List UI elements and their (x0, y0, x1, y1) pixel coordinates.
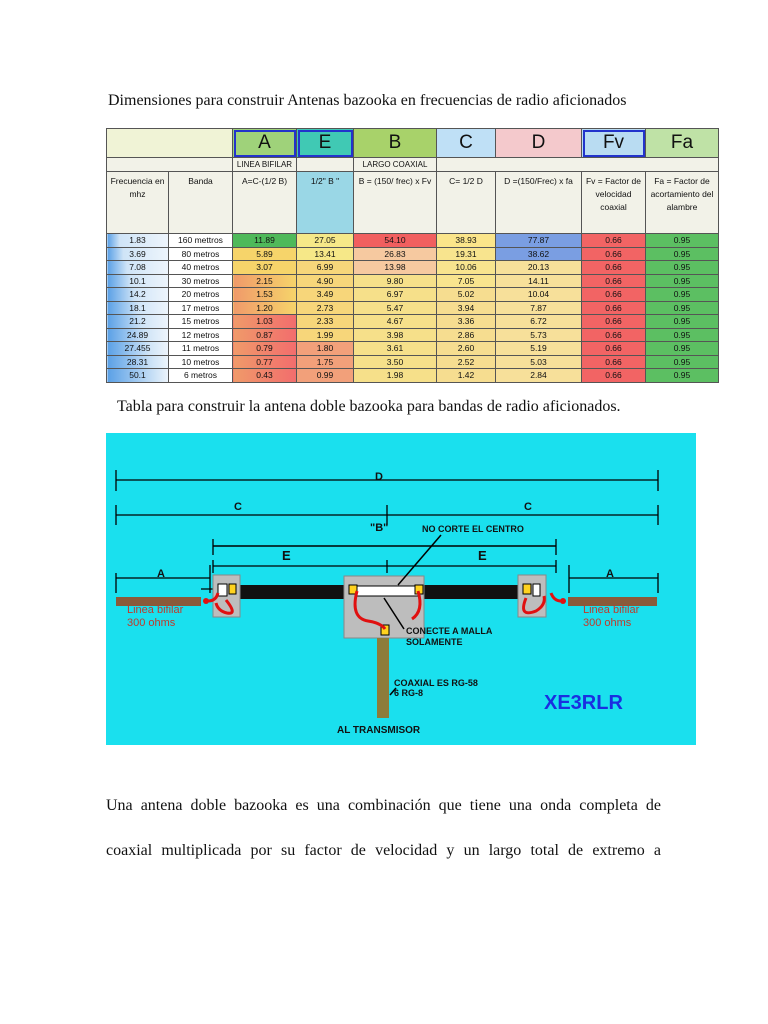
table-letter-blank (107, 129, 233, 158)
table-cell: 38.62 (496, 247, 582, 261)
dim-label-c-right: C (524, 501, 532, 513)
table-cell: 6.72 (496, 315, 582, 329)
table-cell: 3.07 (233, 261, 297, 275)
table-cell: 0.66 (582, 328, 646, 342)
table-header-cell: Banda (169, 172, 233, 234)
note-coaxial: COAXIAL ES RG-58 6 RG-8 (394, 678, 478, 698)
table-cell: 0.66 (582, 247, 646, 261)
table-header-cell: D =(150/Frec) x fa (496, 172, 582, 234)
table-cell: 0.66 (582, 342, 646, 356)
table-cell: 3.50 (354, 355, 437, 369)
table-row (107, 355, 719, 369)
table-cell: 15 metros (169, 315, 233, 329)
table-cell: 19.31 (437, 247, 496, 261)
dim-label-e-right: E (478, 548, 487, 563)
table-cell: 0.95 (646, 355, 719, 369)
callsign-label: XE3RLR (544, 692, 623, 714)
table-cell: 5.03 (496, 355, 582, 369)
table-group-row (107, 158, 719, 172)
table-cell: 2.52 (437, 355, 496, 369)
table-cell: 0.77 (233, 355, 297, 369)
label-linea-bifilar-right: Linea bifilar 300 ohms (583, 604, 640, 629)
table-row (107, 301, 719, 315)
table-cell: 10.04 (496, 288, 582, 302)
dim-label-d: D (375, 471, 383, 483)
label-linea-bifilar-left: Linea bifilar 300 ohms (127, 604, 184, 629)
table-cell: 1.99 (297, 328, 354, 342)
table-header-cell: 1/2" B " (297, 172, 354, 234)
table-letter-e: E (297, 129, 354, 158)
table-cell: 2.15 (233, 274, 297, 288)
table-cell: 4.67 (354, 315, 437, 329)
table-cell: 6.99 (297, 261, 354, 275)
table-cell: 0.66 (582, 315, 646, 329)
table-row (107, 342, 719, 356)
table-group-largo-coaxial: LARGO COAXIAL (354, 158, 437, 172)
table-cell: 21.2 (107, 315, 169, 329)
table-cell: 24.89 (107, 328, 169, 342)
table-cell: 7.05 (437, 274, 496, 288)
table-caption: Tabla para construir la antena doble bazooka para bandas de radio aficionados. (117, 398, 621, 415)
table-cell: 3.98 (354, 328, 437, 342)
table-cell: 50.1 (107, 369, 169, 383)
table-cell: 27.05 (297, 234, 354, 248)
table-cell: 0.79 (233, 342, 297, 356)
table-cell: 17 metros (169, 301, 233, 315)
table-cell: 28.31 (107, 355, 169, 369)
table-group-linea-bifilar: LINEA BIFILAR (233, 158, 297, 172)
table-cell: 1.42 (437, 369, 496, 383)
table-cell: 5.47 (354, 301, 437, 315)
table-cell: 6 metros (169, 369, 233, 383)
table-cell: 5.73 (496, 328, 582, 342)
table-cell: 2.73 (297, 301, 354, 315)
table-cell: 40 metros (169, 261, 233, 275)
table-cell: 4.90 (297, 274, 354, 288)
table-cell: 14.11 (496, 274, 582, 288)
table-cell: 1.80 (297, 342, 354, 356)
table-group-blank (297, 158, 354, 172)
table-cell: 0.95 (646, 369, 719, 383)
table-cell: 5.89 (233, 247, 297, 261)
table-cell: 1.75 (297, 355, 354, 369)
table-row (107, 247, 719, 261)
table-row (107, 288, 719, 302)
table-row (107, 328, 719, 342)
table-cell: 14.2 (107, 288, 169, 302)
table-row (107, 234, 719, 248)
table-row (107, 369, 719, 383)
table-cell: 3.49 (297, 288, 354, 302)
table-cell: 0.66 (582, 355, 646, 369)
note-no-corte: NO CORTE EL CENTRO (422, 524, 524, 534)
table-cell: 18.1 (107, 301, 169, 315)
table-header-cell: Fa = Factor de acortamiento del alambre (646, 172, 719, 234)
table-cell: 3.61 (354, 342, 437, 356)
table-cell: 160 mettros (169, 234, 233, 248)
table-letter-fv: Fv (582, 129, 646, 158)
table-row (107, 315, 719, 329)
table-header-cell: A=C-(1/2 B) (233, 172, 297, 234)
table-cell: 0.95 (646, 288, 719, 302)
table-cell: 0.95 (646, 274, 719, 288)
table-cell: 1.53 (233, 288, 297, 302)
double-bazooka-diagram (106, 433, 696, 745)
table-cell: 0.66 (582, 274, 646, 288)
table-cell: 0.95 (646, 328, 719, 342)
table-cell: 0.95 (646, 301, 719, 315)
table-header-cell: Frecuencia en mhz (107, 172, 169, 234)
table-letter-c: C (437, 129, 496, 158)
table-cell: 0.99 (297, 369, 354, 383)
table-cell: 11.89 (233, 234, 297, 248)
table-cell: 0.66 (582, 288, 646, 302)
table-cell: 2.60 (437, 342, 496, 356)
table-cell: 0.66 (582, 261, 646, 275)
table-cell: 1.98 (354, 369, 437, 383)
table-cell: 10 metros (169, 355, 233, 369)
table-cell: 54.10 (354, 234, 437, 248)
table-cell: 1.20 (233, 301, 297, 315)
table-cell: 0.66 (582, 369, 646, 383)
table-cell: 13.98 (354, 261, 437, 275)
table-cell: 20 metros (169, 288, 233, 302)
note-conecte-malla: CONECTE A MALLA SOLAMENTE (406, 626, 493, 647)
antenna-dimensions-table (106, 128, 719, 383)
table-cell: 3.94 (437, 301, 496, 315)
table-cell: 0.95 (646, 261, 719, 275)
table-cell: 0.66 (582, 301, 646, 315)
table-cell: 10.1 (107, 274, 169, 288)
table-cell: 38.93 (437, 234, 496, 248)
table-row (107, 274, 719, 288)
table-cell: 0.66 (582, 234, 646, 248)
table-cell: 30 metros (169, 274, 233, 288)
paragraph-line-1: Una antena doble bazooka es una combinación que tiene una onda completa de (106, 797, 661, 814)
table-cell: 2.84 (496, 369, 582, 383)
table-cell: 2.86 (437, 328, 496, 342)
table-cell: 12 metros (169, 328, 233, 342)
table-letter-a: A (233, 129, 297, 158)
table-cell: 77.87 (496, 234, 582, 248)
table-cell: 11 metros (169, 342, 233, 356)
table-letter-row (107, 129, 719, 158)
table-cell: 0.95 (646, 247, 719, 261)
table-cell: 5.19 (496, 342, 582, 356)
dim-label-c-left: C (234, 501, 242, 513)
table-header-cell: B = (150/ frec) x Fv (354, 172, 437, 234)
table-cell: 13.41 (297, 247, 354, 261)
table-cell: 7.87 (496, 301, 582, 315)
label-transmisor: AL TRANSMISOR (337, 725, 421, 736)
table-group-blank (437, 158, 719, 172)
table-cell: 2.33 (297, 315, 354, 329)
table-cell: 0.43 (233, 369, 297, 383)
dim-label-a-right: A (606, 568, 614, 580)
table-cell: 10.06 (437, 261, 496, 275)
table-cell: 3.69 (107, 247, 169, 261)
table-cell: 5.02 (437, 288, 496, 302)
dim-label-e-left: E (282, 548, 291, 563)
table-letter-b: B (354, 129, 437, 158)
table-cell: 6.97 (354, 288, 437, 302)
table-cell: 3.36 (437, 315, 496, 329)
table-cell: 7.08 (107, 261, 169, 275)
table-cell: 27.455 (107, 342, 169, 356)
table-cell: 26.83 (354, 247, 437, 261)
table-header-row (107, 172, 719, 234)
dim-label-a-left: A (157, 568, 165, 580)
table-cell: 80 metros (169, 247, 233, 261)
page-title: Dimensiones para construir Antenas bazooka en frecuencias de radio aficionados (108, 92, 627, 109)
table-cell: 20.13 (496, 261, 582, 275)
table-cell: 1.83 (107, 234, 169, 248)
dim-label-b: "B" (370, 522, 389, 534)
paragraph-line-2: coaxial multiplicada por su factor de velocidad y un largo total de extremo a (106, 842, 661, 859)
table-cell: 0.95 (646, 315, 719, 329)
table-row (107, 261, 719, 275)
table-cell: 9.80 (354, 274, 437, 288)
table-header-cell: C= 1/2 D (437, 172, 496, 234)
table-header-cell: Fv = Factor de velocidad coaxial (582, 172, 646, 234)
table-cell: 0.87 (233, 328, 297, 342)
table-group-blank (107, 158, 233, 172)
table-cell: 1.03 (233, 315, 297, 329)
table-letter-fa: Fa (646, 129, 719, 158)
table-cell: 0.95 (646, 342, 719, 356)
table-cell: 0.95 (646, 234, 719, 248)
table-letter-d: D (496, 129, 582, 158)
